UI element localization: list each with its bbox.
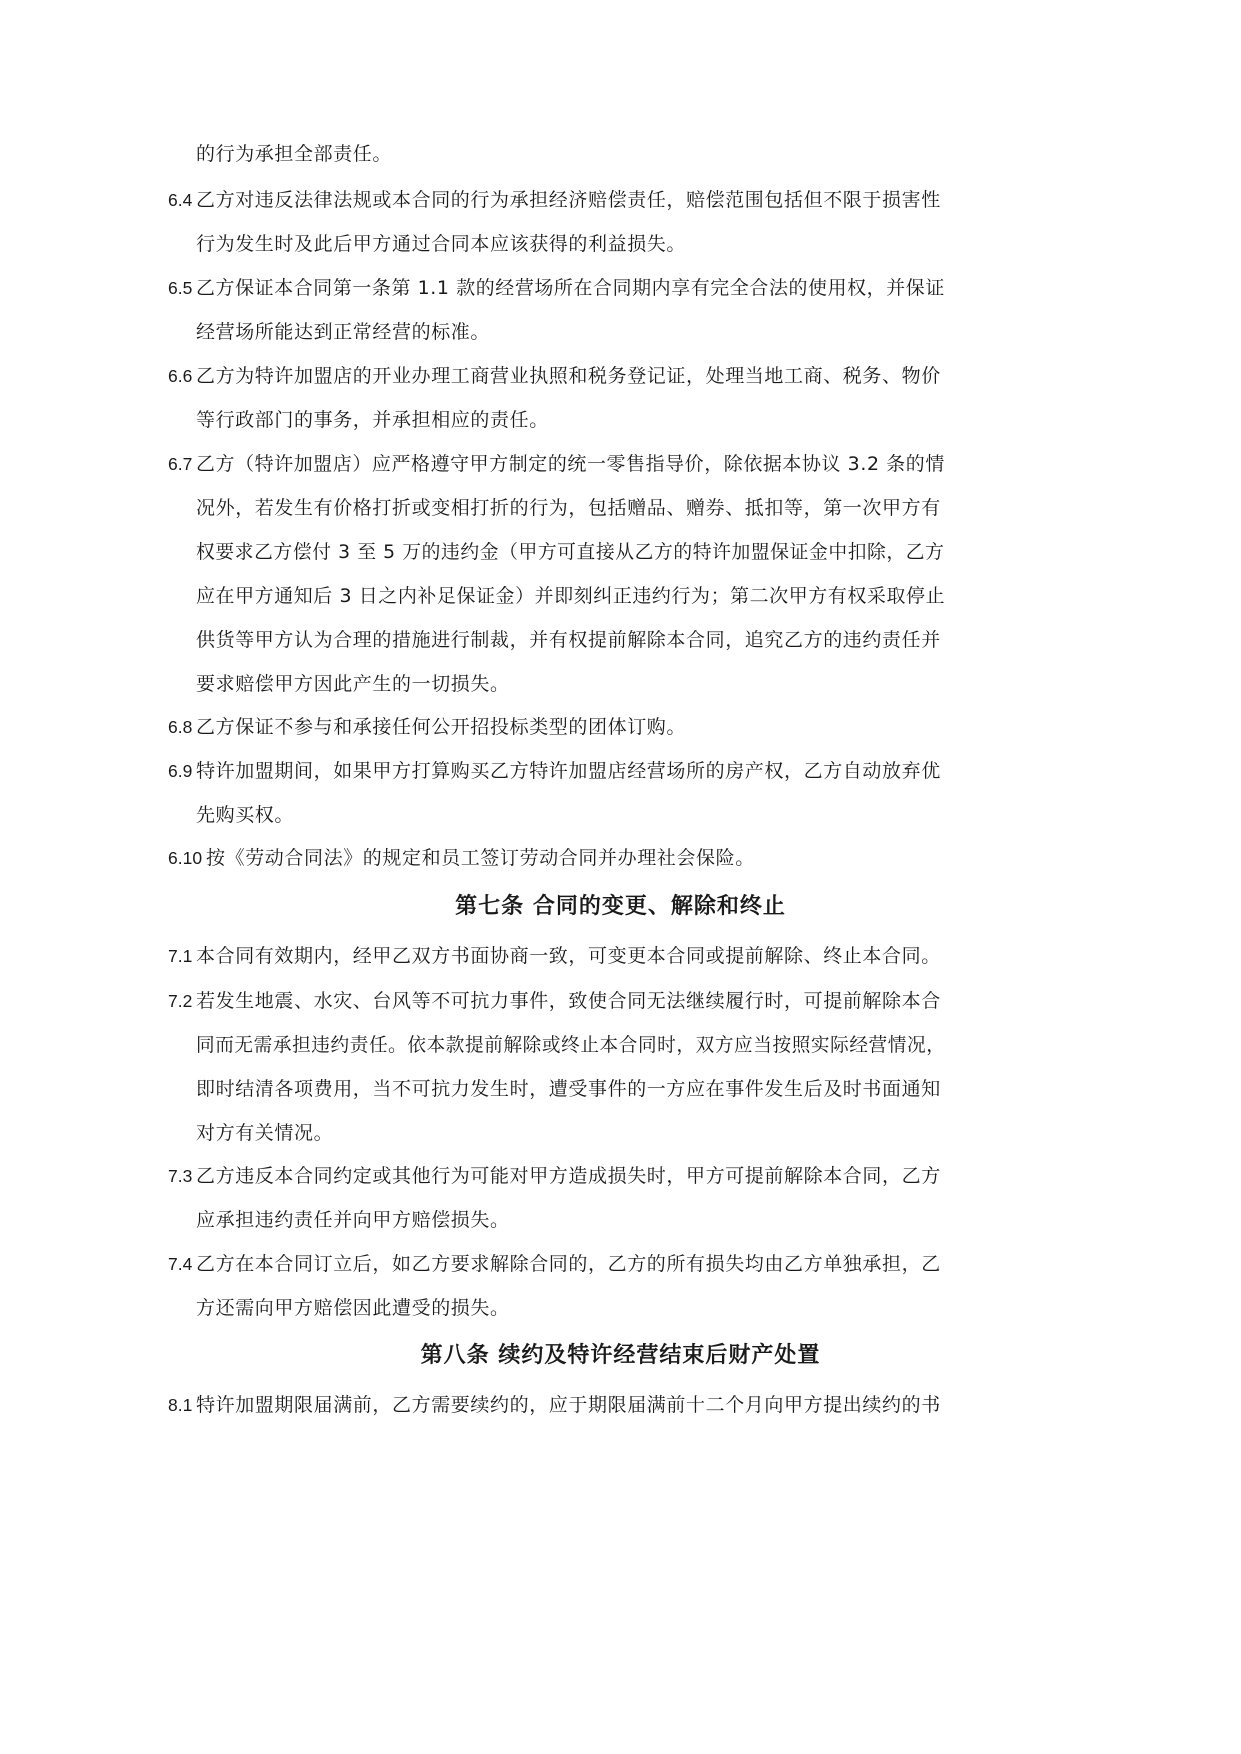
paragraph-line: 本合同有效期内，经甲乙双方书面协商一致，可变更本合同或提前解除、终止本合同。 bbox=[196, 945, 941, 967]
paragraph-line: 供货等甲方认为合理的措施进行制裁，并有权提前解除本合同，追究乙方的违约责任并 bbox=[196, 629, 941, 651]
paragraph-line: 乙方保证本合同第一条第 1.1 款的经营场所在合同期内享有完全合法的使用权，并保证 bbox=[196, 277, 945, 299]
clause-number: 7.4 bbox=[168, 1254, 193, 1274]
clause-number: 7.1 bbox=[168, 946, 193, 966]
paragraph-line: 要求赔偿甲方因此产生的一切损失。 bbox=[196, 673, 510, 695]
paragraph-line: 乙方（特许加盟店）应严格遵守甲方制定的统一零售指导价，除依据本协议 3.2 条的情 bbox=[196, 453, 945, 475]
clause-number: 6.10 bbox=[168, 848, 203, 868]
clause-number: 6.6 bbox=[168, 366, 193, 386]
clause-number: 6.9 bbox=[168, 761, 193, 781]
paragraph-line: 按《劳动合同法》的规定和员工签订劳动合同并办理社会保险。 bbox=[206, 847, 755, 869]
paragraph-line: 对方有关情况。 bbox=[196, 1122, 334, 1144]
paragraph-line: 即时结清各项费用，当不可抗力发生时，遭受事件的一方应在事件发生后及时书面通知 bbox=[196, 1078, 941, 1100]
paragraph-line: 先购买权。 bbox=[196, 804, 295, 826]
section-heading: 第七条 合同的变更、解除和终止 bbox=[455, 894, 786, 919]
paragraph-line: 乙方违反本合同约定或其他行为可能对甲方造成损失时，甲方可提前解除本合同，乙方 bbox=[196, 1165, 941, 1187]
paragraph-line: 行为发生时及此后甲方通过合同本应该获得的利益损失。 bbox=[196, 233, 687, 255]
paragraph-line: 经营场所能达到正常经营的标准。 bbox=[196, 321, 491, 343]
paragraph-line: 若发生地震、水灾、台风等不可抗力事件，致使合同无法继续履行时，可提前解除本合 bbox=[196, 990, 941, 1012]
clause-number: 7.3 bbox=[168, 1166, 193, 1186]
paragraph-line: 况外，若发生有价格打折或变相打折的行为，包括赠品、赠券、抵扣等，第一次甲方有 bbox=[196, 497, 941, 519]
paragraph-line: 应承担违约责任并向甲方赔偿损失。 bbox=[196, 1209, 510, 1231]
clause-number: 8.1 bbox=[168, 1395, 193, 1415]
paragraph-line: 方还需向甲方赔偿因此遭受的损失。 bbox=[196, 1297, 510, 1319]
clause-number: 6.8 bbox=[168, 717, 193, 737]
paragraph-line: 特许加盟期间，如果甲方打算购买乙方特许加盟店经营场所的房产权，乙方自动放弃优 bbox=[196, 760, 941, 782]
clause-number: 6.7 bbox=[168, 454, 193, 474]
clause-number: 6.5 bbox=[168, 278, 193, 298]
paragraph-line: 乙方对违反法律法规或本合同的行为承担经济赔偿责任，赔偿范围包括但不限于损害性 bbox=[196, 189, 941, 211]
paragraph-line: 乙方在本合同订立后，如乙方要求解除合同的，乙方的所有损失均由乙方单独承担，乙 bbox=[196, 1253, 941, 1275]
paragraph-line: 的行为承担全部责任。 bbox=[196, 143, 393, 165]
section-heading: 第八条 续约及特许经营结束后财产处置 bbox=[420, 1343, 821, 1368]
clause-number: 6.4 bbox=[168, 190, 193, 210]
clause-number: 7.2 bbox=[168, 991, 193, 1011]
paragraph-line: 同而无需承担违约责任。依本款提前解除或终止本合同时，双方应当按照实际经营情况， bbox=[196, 1034, 946, 1056]
paragraph-line: 权要求乙方偿付 3 至 5 万的违约金（甲方可直接从乙方的特许加盟保证金中扣除，乙方 bbox=[196, 541, 945, 563]
paragraph-line: 等行政部门的事务，并承担相应的责任。 bbox=[196, 409, 549, 431]
paragraph-line: 乙方为特许加盟店的开业办理工商营业执照和税务登记证，处理当地工商、税务、物价 bbox=[196, 365, 941, 387]
paragraph-line: 特许加盟期限届满前，乙方需要续约的，应于期限届满前十二个月向甲方提出续约的书 bbox=[196, 1394, 941, 1416]
paragraph-line: 乙方保证不参与和承接任何公开招投标类型的团体订购。 bbox=[196, 716, 687, 738]
paragraph-line: 应在甲方通知后 3 日之内补足保证金）并即刻纠正违约行为；第二次甲方有权采取停止 bbox=[196, 585, 946, 607]
